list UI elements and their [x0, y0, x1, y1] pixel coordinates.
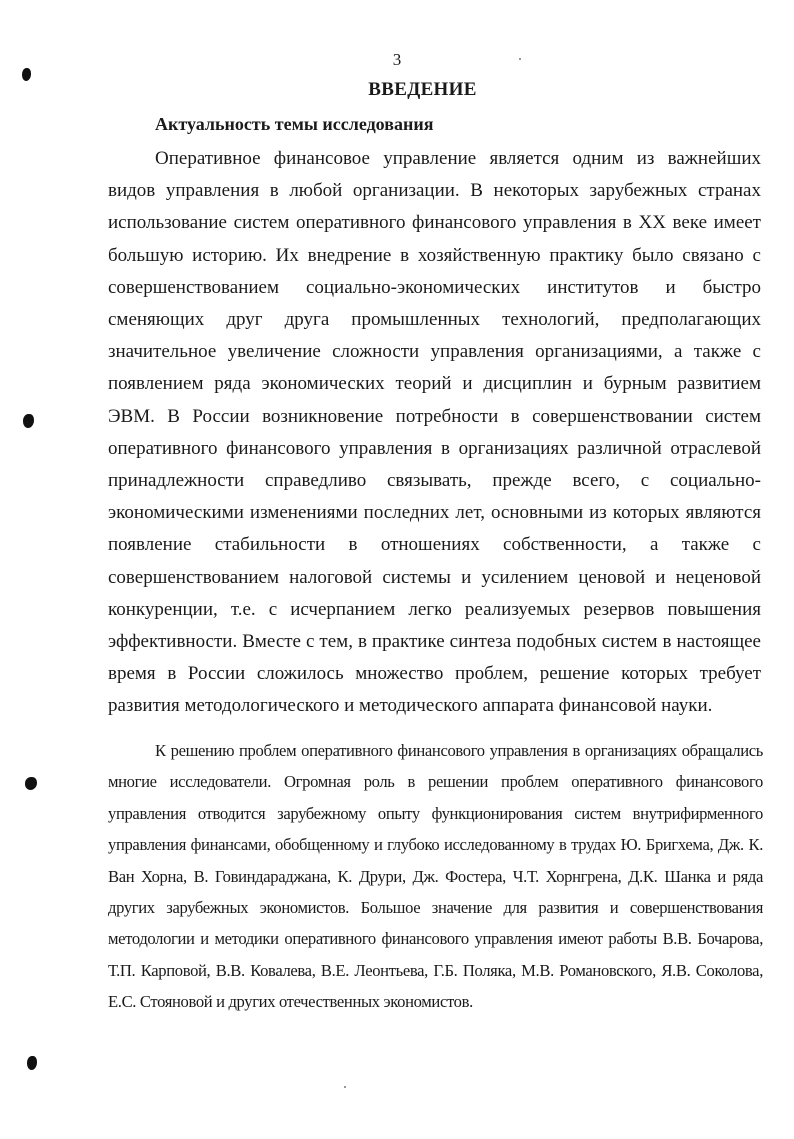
body-paragraph-1: Оперативное финансовое управление является одним из важнейших видов управления в любой организации. В некоторых зарубежных странах использование систем оперативного финансового управления в XX веке имеет большую историю. Их внедрение в хозяйственную практику было связано с совершенствованием социально-экономических институтов и быстро сменяющих друг друга промышленных технологий, предполагающих значительное увеличение сложности управления организациями, а также с появлением ряда экономических теорий и дисциплин и бурным развитием ЭВМ. В России возникновение потребности в совершенствовании систем оперативного финансового управления в организациях различной отраслевой принадлежности справедливо связывать, прежде всего, с социально-экономическими изменениями последних лет, основными из которых являются появление стабильности в отношениях собственности, а также с совершенствованием налоговой системы и усилением ценовой и неценовой конкуренции, т.е. с исчерпанием легко реализуемых резервов повышения эффективности. Вместе с тем, в практике синтеза подобных систем в настоящее время в России сложилось множество проблем, решение которых требует развития методологического и методического аппарата финансовой науки. [108, 148, 761, 717]
scan-mark-4 [27, 1056, 37, 1070]
section-heading: ВВЕДЕНИЕ [368, 79, 477, 100]
scan-mark-2 [23, 414, 34, 428]
body-paragraph-2: К решению проблем оперативного финансового управления в организациях обращались многие исследователи. Огромная роль в решении проблем оперативного финансового управления отводится зарубежному опыту функционирования систем внутрифирменного управления финансами, обобщенному и глубоко исследованному в трудах Ю. Бригхема, Дж. К. Ван Хорна, В. Говиндараджана, К. Друри, Дж. Фостера, Ч.Т. Хорнгрена, Д.К. Шанка и ряда других зарубежных экономистов. Большое значение для развития и совершенствования методологии и методики оперативного финансового управления имеют работы В.В. Бочарова, Т.П. Карповой, В.В. Ковалева, В.Е. Леонтьева, Г.Б. Поляка, М.В. Романовского, Я.В. Соколова, Е.С. Стояновой и других отечественных экономистов. [108, 741, 763, 1012]
page-number: 3 [392, 50, 402, 69]
scan-speck [344, 1086, 346, 1088]
scan-mark-3 [25, 777, 37, 790]
subsection-heading: Актуальность темы исследования [155, 114, 434, 134]
